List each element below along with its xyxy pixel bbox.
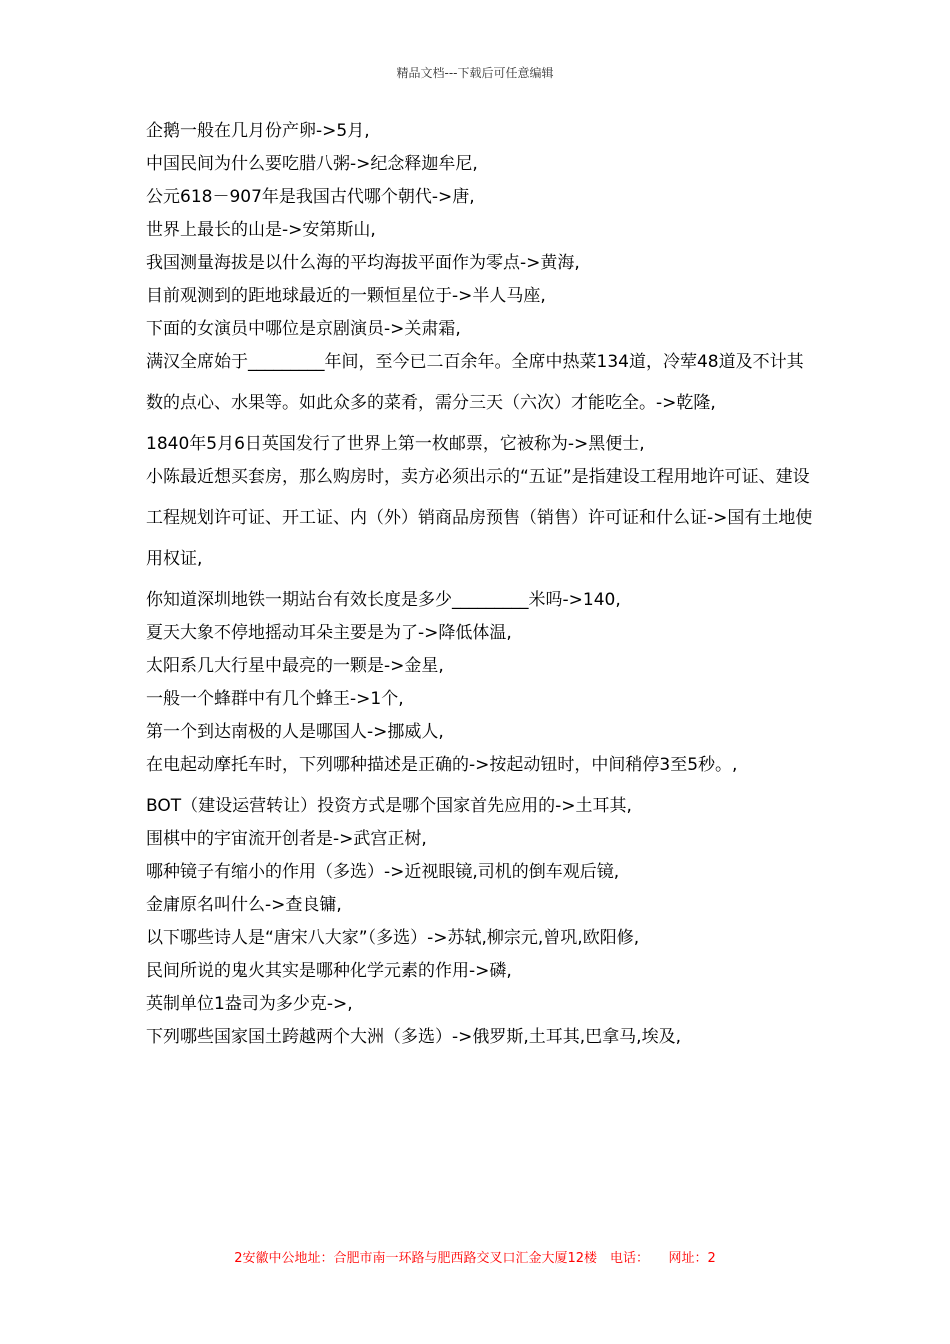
qa-line: 1840年5月6日英国发行了世界上第一枚邮票，它被称为->黑便士, [146, 434, 645, 454]
qa-line: 在电起动摩托车时，下列哪种描述是正确的->按起动钮时，中间稍停3至5秒。, [146, 755, 738, 775]
qa-line: 一般一个蜂群中有几个蜂王->1个, [146, 689, 404, 709]
qa-line: 中国民间为什么要吃腊八粥->纪念释迦牟尼, [146, 154, 478, 174]
qa-line: 世界上最长的山是->安第斯山, [146, 220, 376, 240]
qa-line: 满汉全席始于_________年间，至今已二百余年。全席中热菜134道，冷荤48道及不计其数的点心、水果等。如此众多的菜肴，需分三天（六次）才能吃全。->乾隆, [146, 352, 804, 413]
qa-line: BOT（建设运营转让）投资方式是哪个国家首先应用的->土耳其, [146, 796, 632, 816]
qa-line: 夏天大象不停地摇动耳朵主要是为了->降低体温, [146, 623, 512, 643]
qa-line: 民间所说的鬼火其实是哪种化学元素的作用->磷, [146, 961, 512, 981]
qa-line: 太阳系几大行星中最亮的一颗是->金星, [146, 656, 444, 676]
qa-line: 英制单位1盎司为多少克->, [146, 994, 353, 1014]
qa-line: 围棋中的宇宙流开创者是->武宫正树, [146, 829, 427, 849]
qa-line: 以下哪些诗人是“唐宋八大家”（多选）->苏轼,柳宗元,曾巩,欧阳修, [146, 928, 640, 948]
qa-line: 你知道深圳地铁一期站台有效长度是多少_________米吗->140, [146, 590, 621, 610]
qa-line: 公元618－907年是我国古代哪个朝代->唐, [146, 187, 475, 207]
qa-line: 下面的女演员中哪位是京剧演员->关肃霜, [146, 319, 461, 339]
qa-line: 金庸原名叫什么->查良镛, [146, 895, 342, 915]
qa-line: 哪种镜子有缩小的作用（多选）->近视眼镜,司机的倒车观后镜, [146, 862, 620, 882]
qa-line: 我国测量海拔是以什么海的平均海拔平面作为零点->黄海, [146, 253, 580, 273]
document-body [146, 96, 814, 1048]
page-header: 精品文档---下载后可任意编辑 [396, 66, 554, 80]
page-footer: 2安徽中公地址：合肥市南一环路与肥西路交叉口汇金大厦12楼 电话： 网址：2 [234, 1251, 716, 1266]
qa-line: 企鹅一般在几月份产卵->5月, [146, 121, 370, 141]
qa-line: 小陈最近想买套房，那么购房时，卖方必须出示的“五证”是指建设工程用地许可证、建设工程规划许可证、开工证、内（外）销商品房预售（销售）许可证和什么证->国有土地使用权证, [146, 467, 813, 569]
qa-line: 目前观测到的距地球最近的一颗恒星位于->半人马座, [146, 286, 546, 306]
qa-line: 第一个到达南极的人是哪国人->挪威人, [146, 722, 444, 742]
qa-line: 下列哪些国家国土跨越两个大洲（多选）->俄罗斯,土耳其,巴拿马,埃及, [146, 1027, 681, 1047]
